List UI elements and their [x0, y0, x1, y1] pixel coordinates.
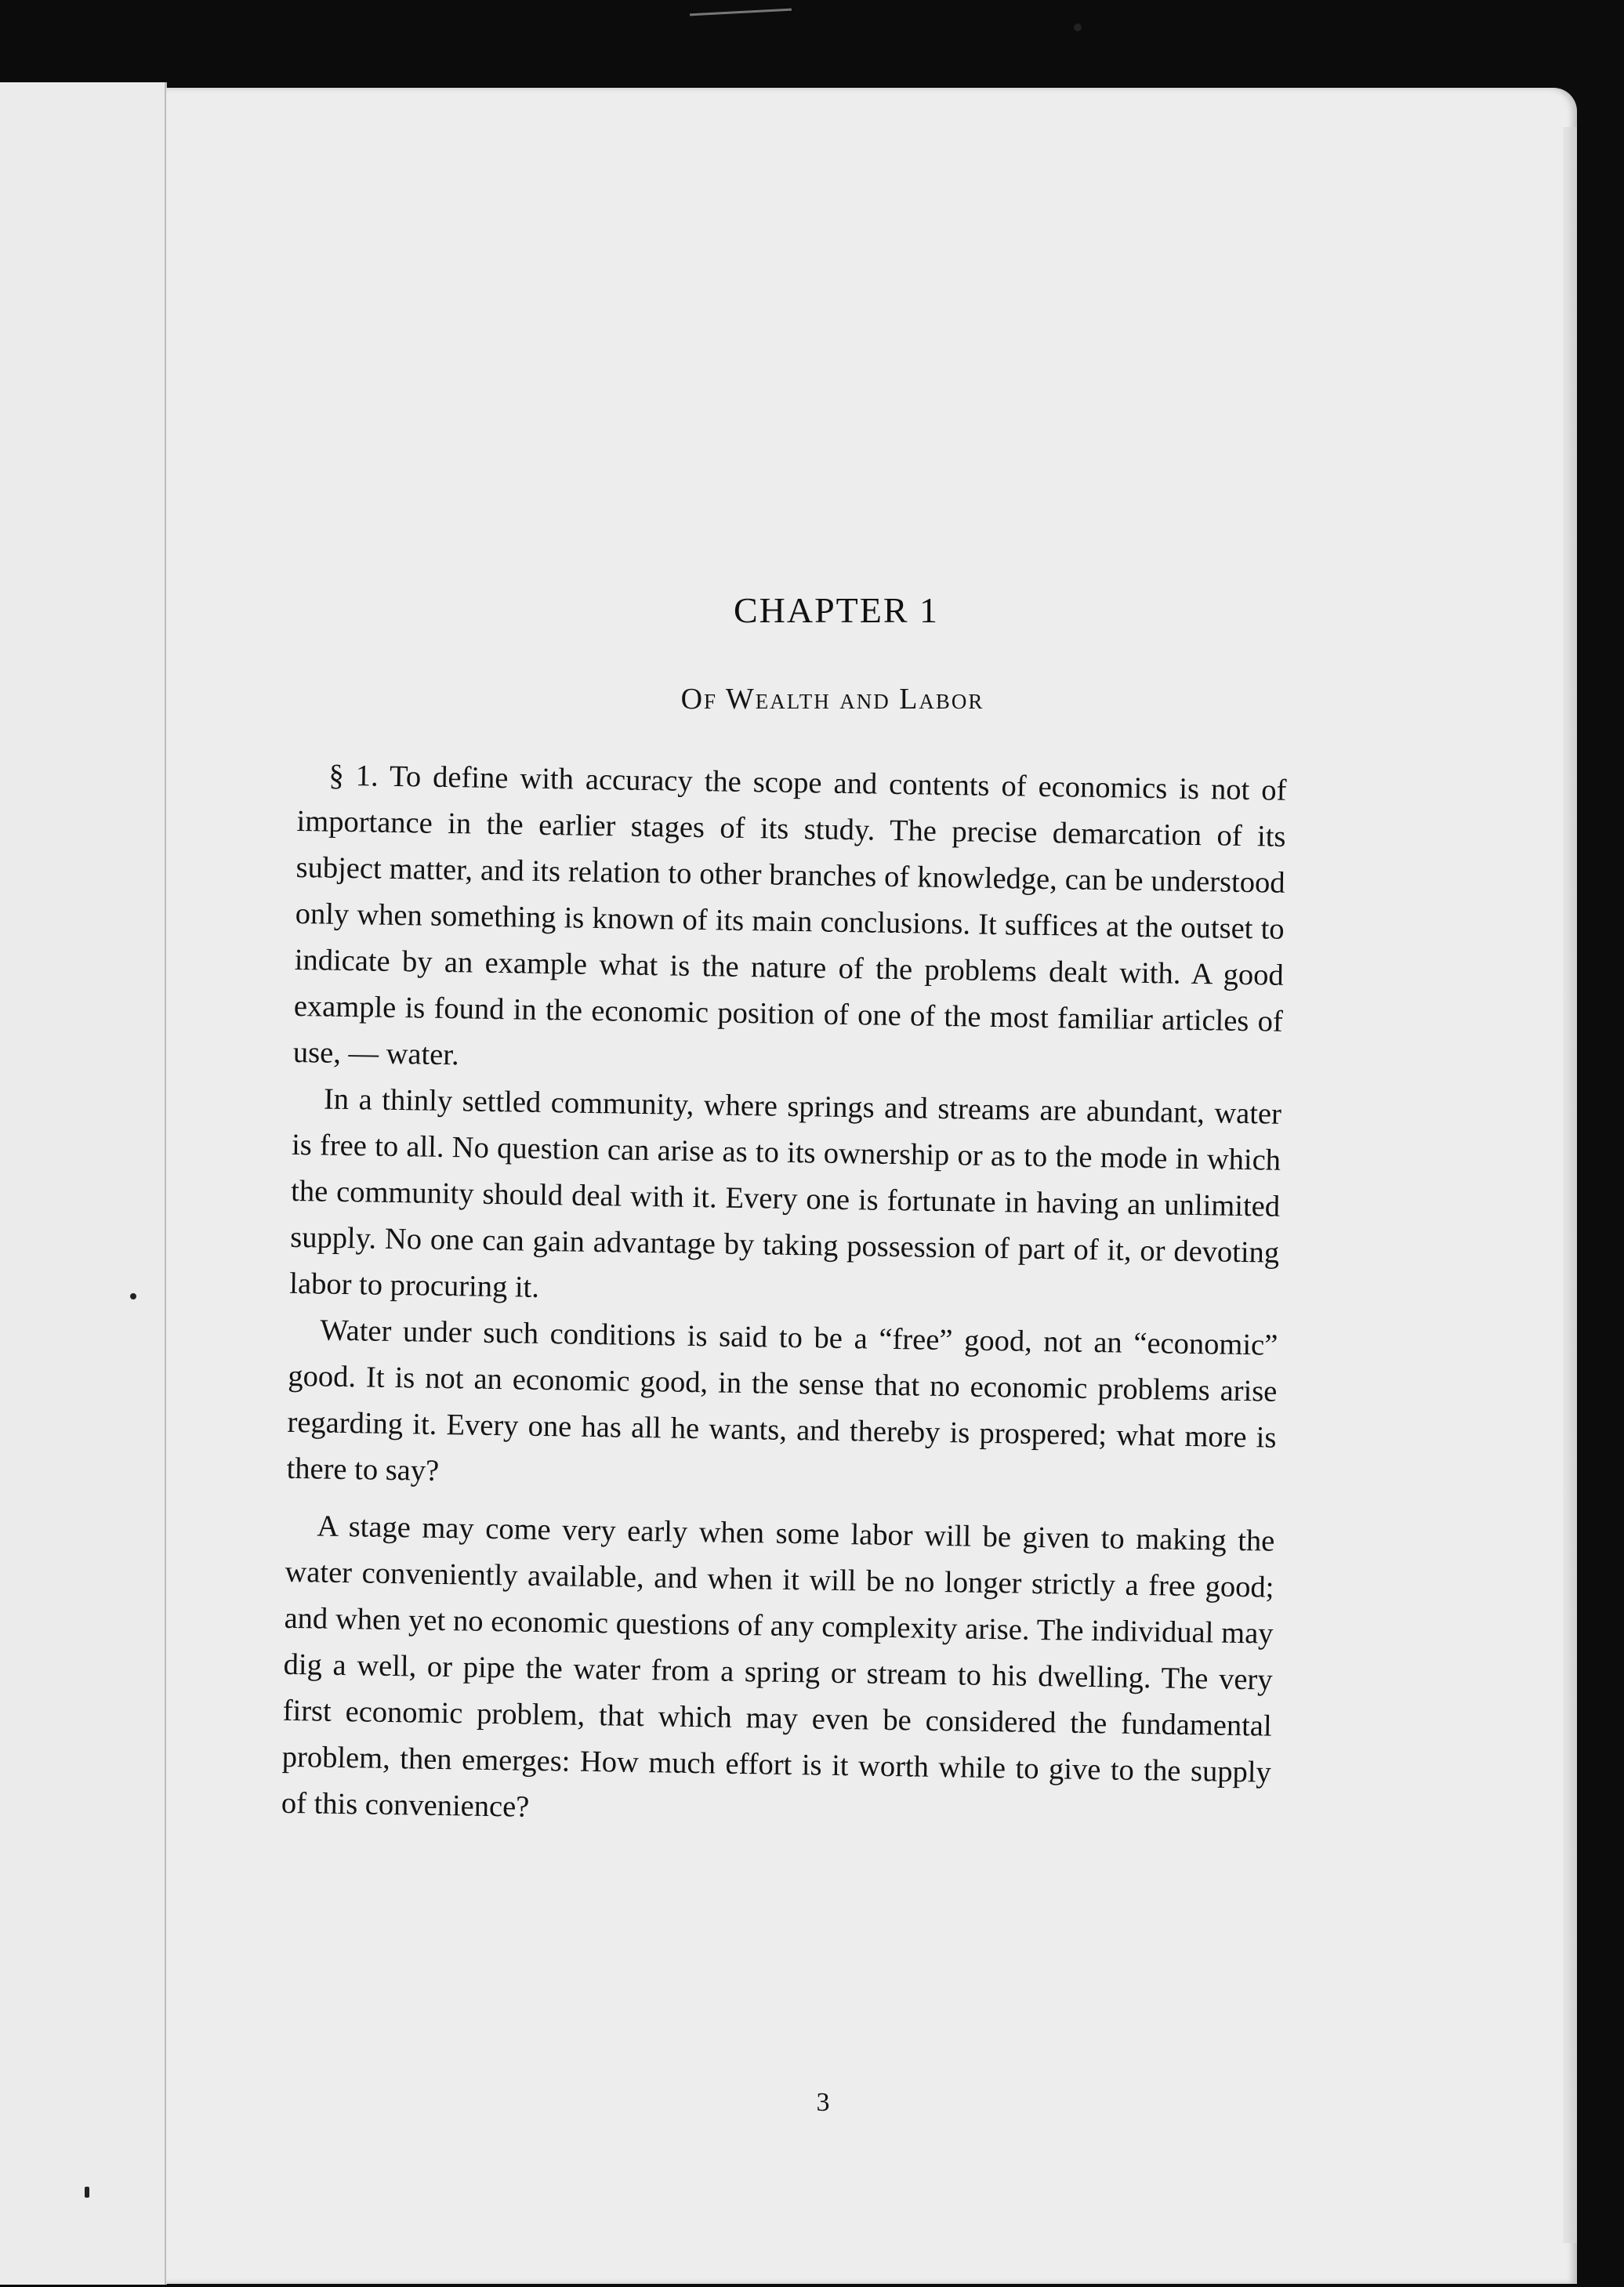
- paragraph: Water under such conditions is said to be a “free” good, not an “economic” good. It is not an economic good, in the sense that no economic problems arise regarding it. Every one has all he wants, and thereby is prospered; what more is there to say?: [286, 1314, 1278, 1488]
- scan-scratch: [690, 9, 792, 16]
- page-edge-shadow: [1563, 127, 1577, 2243]
- chapter-subtitle: Of Wealth and Labor: [680, 683, 984, 716]
- paragraph: § 1. To define with accuracy the scope and contents of economics is not of importance in the earlier stages of its study. The precise demarcation of its subject matter, and its relation to other branches of knowledge, can be understood only when something is known of its main conclusions. It suffices at the outset to indicate by an example what is the nature of the problems dealt with. A good example is found in the economic position of one of the most familiar articles of use, — water.: [292, 759, 1287, 1072]
- facing-page-edge: [0, 82, 167, 2285]
- book-page: [166, 88, 1577, 2284]
- paragraph: In a thinly settled community, where springs and streams are abundant, water is free to all. No question can arise as to its ownership or as to the mode in which the community should deal with it. Every one is fortunate in having an unlimited supply. No one can gain advantage by taking possession of part of it, or devoting labor to procuring it.: [289, 1082, 1282, 1304]
- scan-dot: [85, 2187, 89, 2198]
- page-number: 3: [816, 2088, 830, 2117]
- body-text: [281, 752, 1286, 1843]
- scan-dot: [130, 1293, 136, 1299]
- scan-dot: [1074, 24, 1082, 31]
- chapter-heading: CHAPTER 1: [733, 590, 940, 630]
- paragraph: A stage may come very early when some labor will be given to making the water conveniently available, and when it will be no longer strictly a free good; and when yet no economic questions of any complexity arise. The individual may dig a well, or pipe the water from a spring or stream to his dwelling. The very first economic problem, that which may even be considered the fundamental problem, then emerges: How much effort is it worth while to give to the supply of this convenience?: [281, 1510, 1275, 1824]
